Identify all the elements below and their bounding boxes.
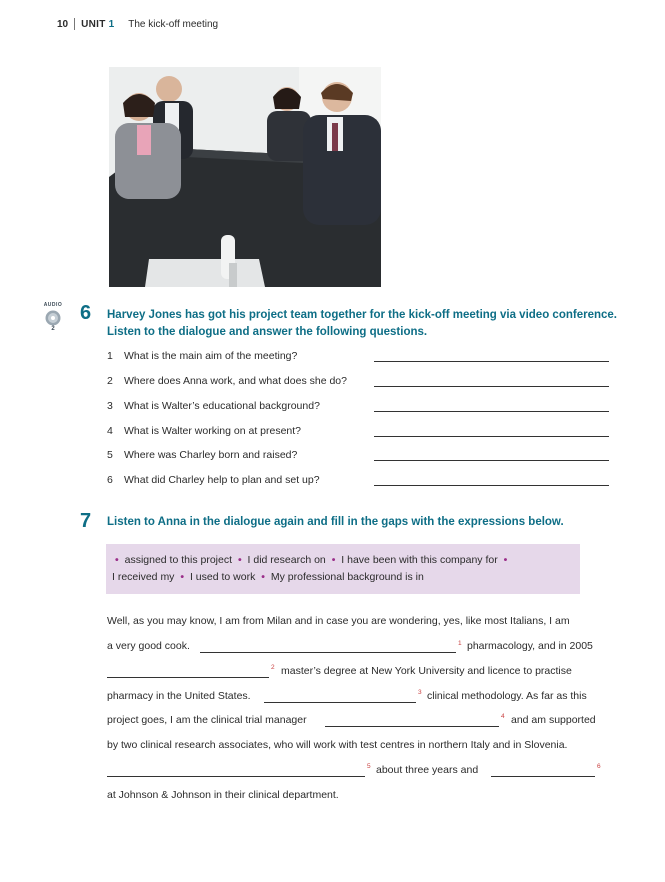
question-text: What is Walter working on at present? <box>124 425 302 437</box>
text-line: by two clinical research associates, who will work with test centres in northern Italy and in Slovenia. <box>107 739 568 751</box>
text-line: clinical methodology. As far as this <box>427 690 587 702</box>
meeting-photo <box>109 67 381 287</box>
expression-line-2 <box>112 571 424 583</box>
page-header <box>57 18 218 30</box>
question-number: 4 <box>107 425 113 437</box>
text-line: pharmacology, and in 2005 <box>467 640 593 652</box>
gap-2-field[interactable] <box>107 677 269 678</box>
bullet-icon: • <box>261 571 265 583</box>
question-number: 5 <box>107 449 113 461</box>
expression-item: I have been with this company for <box>341 554 498 566</box>
expression-item: My professional background is in <box>270 571 424 583</box>
answer-line[interactable] <box>374 386 609 387</box>
gap-5-field[interactable] <box>107 776 365 777</box>
bullet-icon: • <box>237 554 242 566</box>
expression-line-1 <box>112 554 510 566</box>
expression-box <box>106 544 580 594</box>
text-line: pharmacy in the United States. <box>107 690 251 702</box>
question-row <box>107 350 609 364</box>
expression-item: I used to work <box>189 571 256 583</box>
gap-3-field[interactable] <box>264 702 416 703</box>
question-row <box>107 449 609 463</box>
answer-line[interactable] <box>374 411 609 412</box>
expression-item: I received my <box>112 571 175 583</box>
question-text: What is the main aim of the meeting? <box>124 350 298 362</box>
gap-number: 2 <box>271 664 275 671</box>
question-row <box>107 400 609 414</box>
exercise-7-instruction: Listen to Anna in the dialogue again and fill in the gaps with the expressions below. <box>107 516 564 528</box>
expression-item: assigned to this project <box>124 554 233 566</box>
gap-number: 5 <box>367 763 371 770</box>
question-row <box>107 425 609 439</box>
exercise-7-number: 7 <box>80 510 92 532</box>
header-divider <box>74 18 75 30</box>
chapter-title: The kick-off meeting <box>128 18 219 30</box>
text-line: project goes, I am the clinical trial manager <box>107 714 307 726</box>
gap-number: 1 <box>458 640 462 647</box>
answer-line[interactable] <box>374 361 609 362</box>
bullet-icon: • <box>331 554 336 566</box>
text-line: Well, as you may know, I am from Milan and in case you are wondering, yes, like most Italians, I am <box>107 615 570 627</box>
audio-label: AUDIO <box>43 302 63 308</box>
unit-label: UNIT <box>81 18 106 30</box>
gap-number: 6 <box>597 763 601 770</box>
exercise-6-number: 6 <box>80 302 92 324</box>
cd-icon <box>45 310 61 326</box>
page-number: 10 <box>57 18 69 30</box>
gap-1-field[interactable] <box>200 652 456 653</box>
answer-line[interactable] <box>374 460 609 461</box>
text-line: a very good cook. <box>107 640 190 652</box>
question-row <box>107 375 609 389</box>
answer-line[interactable] <box>374 436 609 437</box>
question-text: Where was Charley born and raised? <box>124 449 298 461</box>
bullet-icon: • <box>180 571 185 583</box>
text-line: at Johnson & Johnson in their clinical department. <box>107 789 339 801</box>
exercise-6-instruction-line-1: Harvey Jones has got his project team together for the kick-off meeting via video conference. <box>107 309 617 321</box>
text-line: and am supported <box>511 714 596 726</box>
question-number: 1 <box>107 350 113 362</box>
question-number: 2 <box>107 375 113 387</box>
gap-6-field[interactable] <box>491 776 595 777</box>
gap-4-field[interactable] <box>325 726 499 727</box>
exercise-6-instruction <box>107 307 617 341</box>
text-line: master’s degree at New York University and licence to practise <box>281 665 572 677</box>
text-line: about three years and <box>376 764 479 776</box>
expression-item: I did research on <box>247 554 326 566</box>
question-number: 6 <box>107 474 113 486</box>
gap-number: 4 <box>501 713 505 720</box>
answer-line[interactable] <box>374 485 609 486</box>
gap-number: 3 <box>418 689 422 696</box>
audio-badge[interactable] <box>43 302 63 332</box>
question-text: Where does Anna work, and what does she do? <box>124 375 347 387</box>
question-text: What is Walter’s educational background? <box>124 400 320 412</box>
question-number: 3 <box>107 400 113 412</box>
exercise-6-instruction-line-2: Listen to the dialogue and answer the following questions. <box>107 326 428 338</box>
bullet-icon: • <box>115 554 119 566</box>
question-text: What did Charley help to plan and set up? <box>124 474 320 486</box>
unit-number: 1 <box>108 18 115 30</box>
bullet-icon: • <box>503 554 508 566</box>
audio-track-number: 2 <box>51 326 55 332</box>
question-row <box>107 474 609 488</box>
